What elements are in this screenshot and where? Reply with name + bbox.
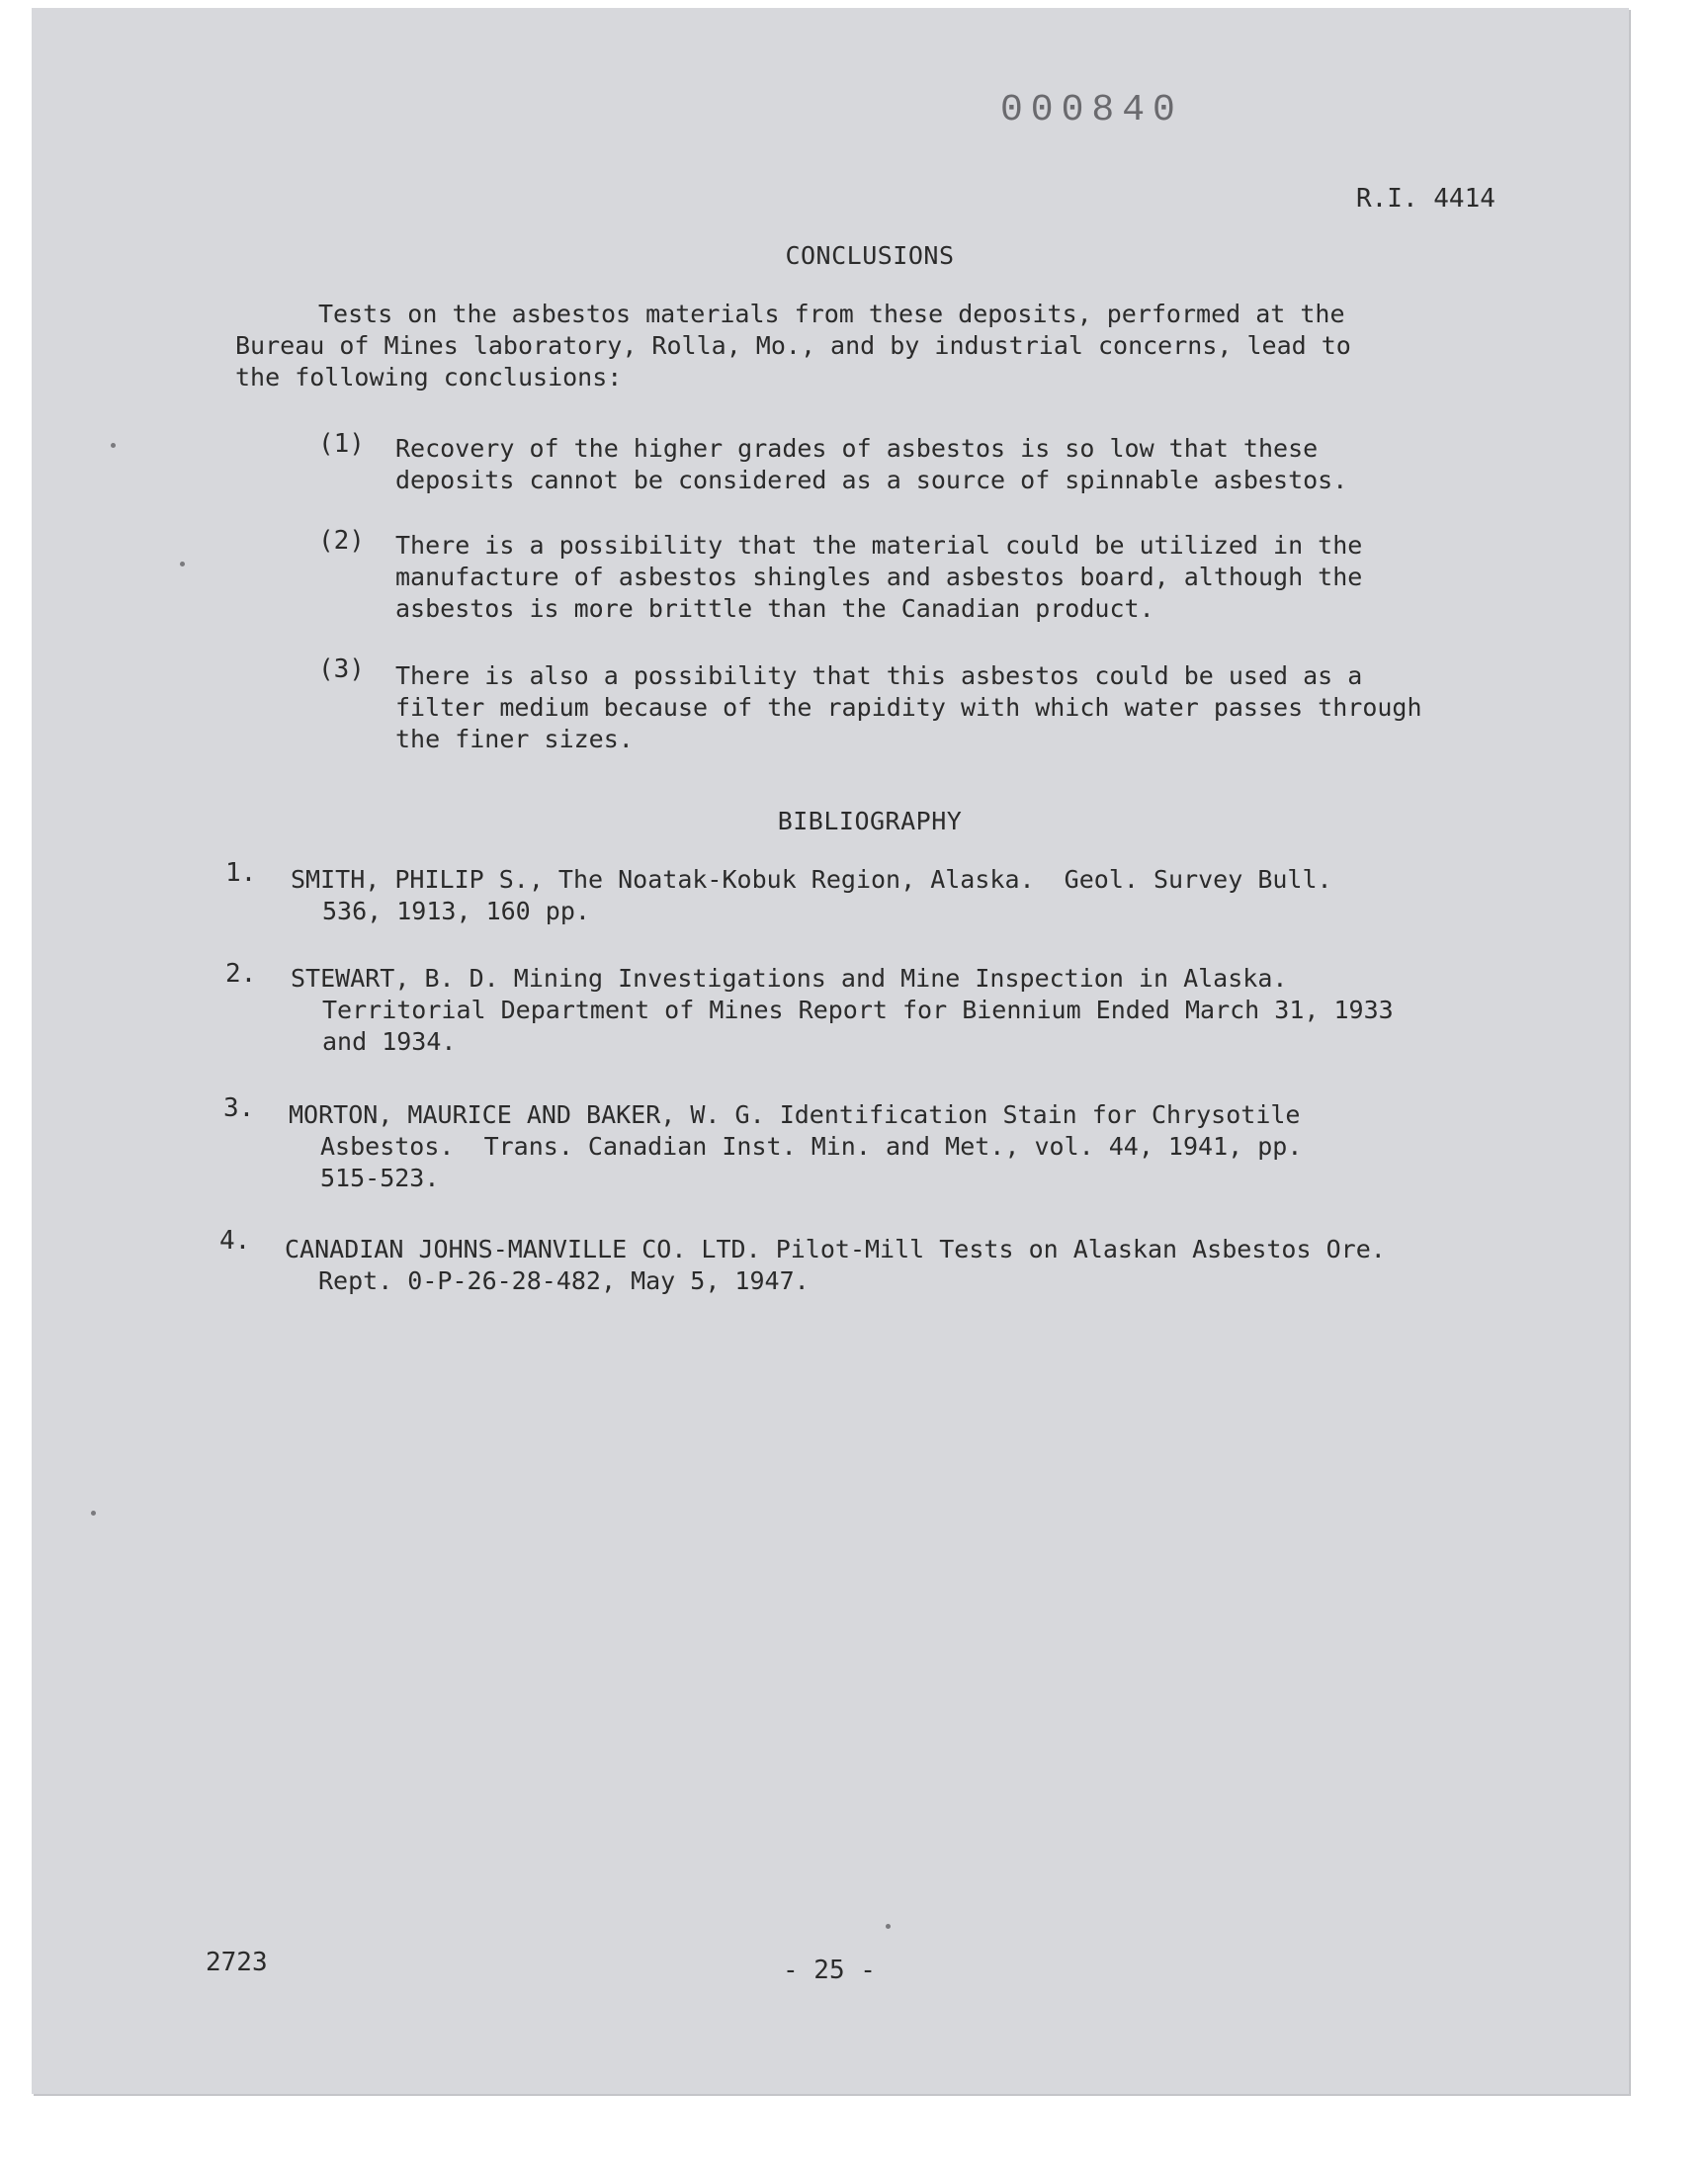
entry-line: SMITH, PHILIP S., The Noatak-Kobuk Region, Alaska. Geol. Survey Bull. — [291, 865, 1332, 894]
scan-speck — [91, 1511, 96, 1516]
intro-line: Bureau of Mines laboratory, Rolla, Mo., and by industrial concerns, lead to — [235, 331, 1351, 360]
conclusion-number: (2) — [318, 526, 365, 556]
conclusion-line: There is a possibility that the material could be utilized in the — [395, 531, 1363, 560]
conclusion-line: deposits cannot be considered as a source of spinnable asbestos. — [395, 466, 1348, 494]
entry-line: and 1934. — [322, 1027, 457, 1056]
entry-line: Asbestos. Trans. Canadian Inst. Min. and Met., vol. 44, 1941, pp. — [320, 1132, 1303, 1161]
conclusions-heading: CONCLUSIONS — [785, 241, 955, 270]
conclusion-line: filter medium because of the rapidity with which water passes through — [395, 693, 1422, 722]
document-code: 2723 — [206, 1948, 268, 1977]
document-page — [32, 8, 1629, 2094]
entry-line: 536, 1913, 160 pp. — [322, 897, 590, 925]
scan-speck — [886, 1924, 891, 1929]
page-number: - 25 - — [783, 1956, 876, 1985]
scan-speck — [180, 562, 185, 566]
scan-speck — [111, 443, 116, 448]
entry-line: 515-523. — [320, 1164, 440, 1192]
conclusion-line: manufacture of asbestos shingles and asbestos board, although the — [395, 563, 1363, 591]
entry-number: 3. — [223, 1093, 255, 1123]
entry-line: Territorial Department of Mines Report for Biennium Ended March 31, 1933 — [322, 996, 1394, 1024]
bibliography-heading: BIBLIOGRAPHY — [777, 807, 963, 835]
conclusion-line: asbestos is more brittle than the Canadian product. — [395, 594, 1154, 623]
entry-number: 2. — [225, 959, 257, 989]
intro-line: Tests on the asbestos materials from these deposits, performed at the — [318, 300, 1345, 328]
stamp-number: 000840 — [1000, 89, 1183, 131]
entry-line: MORTON, MAURICE AND BAKER, W. G. Identification Stain for Chrysotile — [289, 1100, 1301, 1129]
conclusion-number: (3) — [318, 654, 365, 684]
entry-line: Rept. 0-P-26-28-482, May 5, 1947. — [318, 1266, 810, 1295]
entry-line: CANADIAN JOHNS-MANVILLE CO. LTD. Pilot-Mill Tests on Alaskan Asbestos Ore. — [285, 1235, 1386, 1263]
conclusion-number: (1) — [318, 429, 365, 459]
conclusion-line: Recovery of the higher grades of asbestos is so low that these — [395, 434, 1319, 463]
conclusion-line: There is also a possibility that this asbestos could be used as a — [395, 661, 1363, 690]
intro-line: the following conclusions: — [235, 363, 623, 392]
conclusion-line: the finer sizes. — [395, 725, 634, 753]
entry-line: STEWART, B. D. Mining Investigations and Mine Inspection in Alaska. — [291, 964, 1288, 993]
entry-number: 1. — [225, 858, 257, 888]
entry-number: 4. — [219, 1226, 251, 1256]
report-number: R.I. 4414 — [1356, 184, 1495, 214]
